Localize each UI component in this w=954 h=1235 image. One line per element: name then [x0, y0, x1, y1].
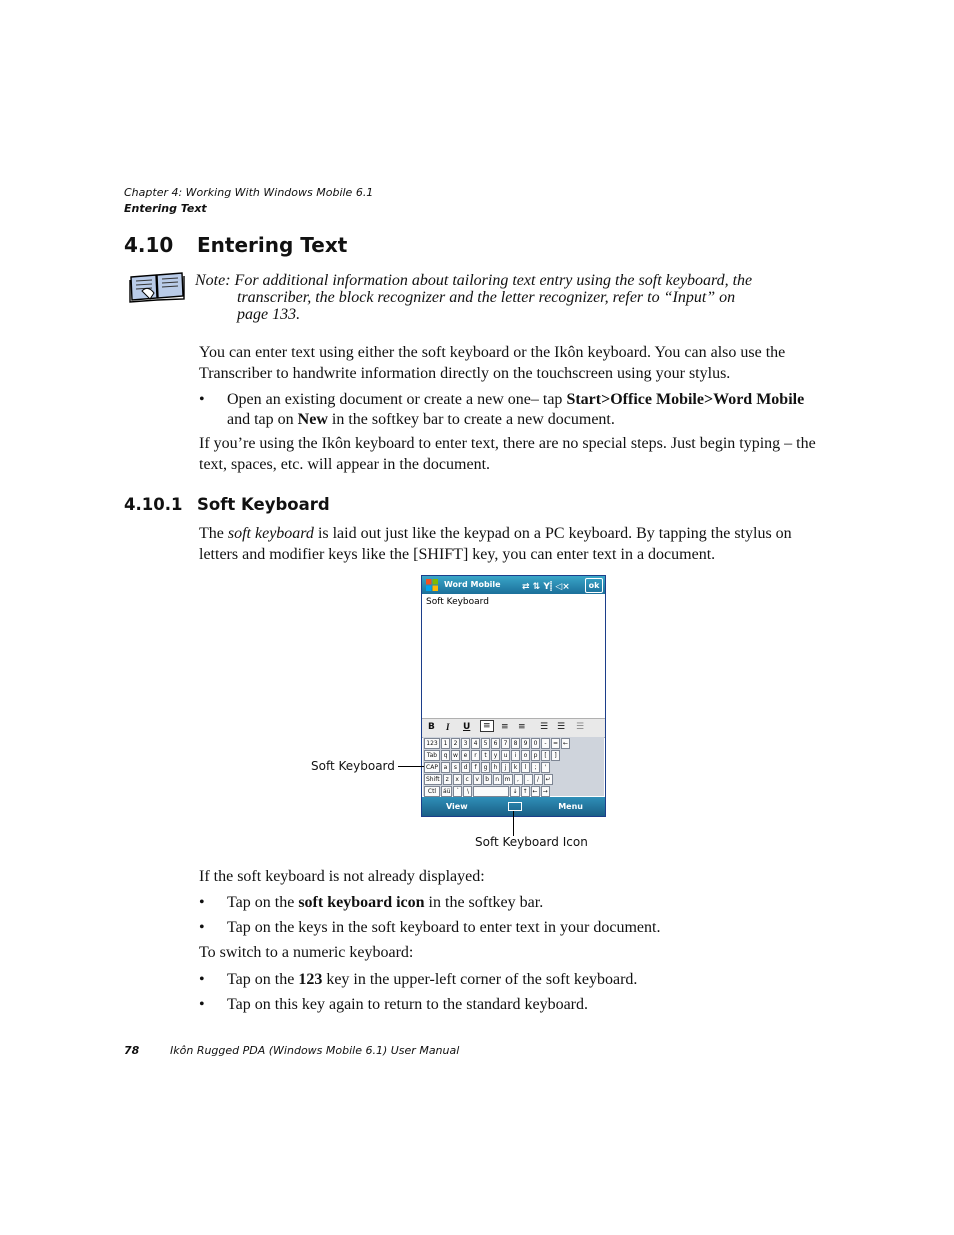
soft-key[interactable]: 9	[521, 738, 530, 749]
soft-key[interactable]: ]	[551, 750, 560, 761]
soft-key[interactable]: u	[501, 750, 510, 761]
bullet-tap-icon-text: Tap on the soft keyboard icon in the softkey bar.	[227, 894, 544, 911]
device-app-title: Word Mobile	[444, 580, 501, 589]
section-heading	[124, 233, 347, 257]
bullet-tap-again	[199, 995, 819, 1017]
intro-bullet-text: Open an existing document or create a new one– tap Start>Office Mobile>Word Mobile and tap on New in the softkey bar to create a new document.	[227, 391, 805, 428]
subsection-title: Soft Keyboard	[197, 495, 330, 514]
soft-key[interactable]: x	[453, 774, 462, 785]
soft-key[interactable]: n	[493, 774, 502, 785]
not-displayed-paragraph: If the soft keyboard is not already displayed:	[199, 868, 485, 885]
numbered-list-button[interactable]: ☰	[540, 722, 549, 732]
soft-key[interactable]: /	[534, 774, 543, 785]
soft-key[interactable]: CAP	[424, 762, 440, 773]
soft-key[interactable]: 7	[501, 738, 510, 749]
menu-softkey[interactable]: Menu	[558, 802, 583, 811]
device-title-bar	[422, 576, 605, 594]
soft-key[interactable]: 6	[491, 738, 500, 749]
book-icon	[128, 271, 186, 308]
numeric-keyboard-paragraph: To switch to a numeric keyboard:	[199, 944, 414, 961]
underline-button[interactable]: U	[463, 722, 471, 732]
align-left-button[interactable]: ≡	[480, 720, 494, 732]
soft-key[interactable]: a	[441, 762, 450, 773]
document-text: Soft Keyboard	[426, 597, 489, 607]
soft-key[interactable]: y	[491, 750, 500, 761]
callout-soft-keyboard: Soft Keyboard	[311, 759, 395, 773]
soft-key[interactable]: b	[483, 774, 492, 785]
callout-soft-keyboard-icon: Soft Keyboard Icon	[475, 835, 588, 849]
soft-key[interactable]: g	[481, 762, 490, 773]
section-title: Entering Text	[197, 233, 348, 257]
soft-key[interactable]: 3	[461, 738, 470, 749]
keyboard-row-qwerty	[424, 750, 560, 761]
soft-key[interactable]: \	[463, 786, 472, 797]
soft-key[interactable]: h	[491, 762, 500, 773]
align-center-button[interactable]: ≡	[501, 722, 509, 732]
section-number: 4.10	[124, 233, 174, 257]
soft-key[interactable]: q	[441, 750, 450, 761]
soft-key[interactable]: f	[471, 762, 480, 773]
indent-button[interactable]: ☰	[576, 722, 585, 732]
soft-key[interactable]: 2	[451, 738, 460, 749]
soft-key[interactable]: `	[453, 786, 462, 797]
windows-logo-icon	[426, 579, 438, 591]
ok-button[interactable]: ok	[585, 578, 603, 593]
soft-key[interactable]: .	[524, 774, 533, 785]
soft-key[interactable]: Shift	[426, 776, 440, 783]
soft-key[interactable]: 1	[441, 738, 450, 749]
soft-key[interactable]: o	[521, 750, 530, 761]
soft-key[interactable]: ↵	[545, 776, 551, 783]
status-icons: ⇄ ⇅ Y⸽ ◁×	[522, 582, 570, 592]
bullet-tap-icon	[199, 893, 819, 915]
soft-key[interactable]: l	[521, 762, 530, 773]
soft-key[interactable]: ,	[514, 774, 523, 785]
soft-key[interactable]: 4	[471, 738, 480, 749]
bullet-tap-123	[199, 970, 819, 992]
soft-key[interactable]: t	[481, 750, 490, 761]
soft-key[interactable]: '	[541, 762, 550, 773]
note-line-2: transcriber, the block recognizer and the letter recognizer, refer to “Input” on	[237, 289, 736, 306]
bullet-dot: •	[199, 996, 205, 1013]
note	[195, 272, 795, 323]
soft-key[interactable]: =	[553, 740, 559, 747]
align-right-button[interactable]: ≡	[518, 722, 526, 732]
soft-key[interactable]: z	[443, 774, 452, 785]
soft-key[interactable]: →	[542, 788, 548, 795]
soft-key[interactable]: d	[461, 762, 470, 773]
soft-key[interactable]: w	[451, 750, 460, 761]
soft-key[interactable]: Tab	[424, 750, 440, 761]
subsection-heading	[124, 495, 330, 514]
note-line-3: page 133.	[237, 306, 301, 323]
ikon-keyboard-paragraph: If you’re using the Ikôn keyboard to enter text, there are no special steps. Just begin typing – the text, spaces, etc. will appear in the document.	[199, 435, 816, 473]
bullet-dot: •	[199, 919, 205, 936]
italic-button[interactable]: I	[446, 722, 450, 732]
bold-button[interactable]: B	[428, 722, 435, 732]
chapter-header: Chapter 4: Working With Windows Mobile 6.1	[124, 186, 374, 199]
soft-key[interactable]: s	[451, 762, 460, 773]
soft-key[interactable]: v	[473, 774, 482, 785]
format-toolbar	[422, 718, 605, 738]
keyboard-row-home	[424, 762, 550, 773]
bulleted-list-button[interactable]: ☰	[557, 722, 566, 732]
subsection-number: 4.10.1	[124, 495, 183, 514]
intro-bullet	[199, 390, 819, 432]
bullet-tap-keys-text: Tap on the keys in the soft keyboard to enter text in your document.	[227, 919, 661, 936]
soft-key[interactable]: áü	[443, 788, 451, 795]
device-screenshot	[421, 575, 606, 817]
soft-keyboard	[423, 737, 604, 796]
soft-key[interactable]: k	[511, 762, 520, 773]
soft-key[interactable]: j	[501, 762, 510, 773]
soft-key[interactable]: i	[511, 750, 520, 761]
keyboard-row-numbers	[424, 738, 570, 749]
bullet-tap-123-text: Tap on the 123 key in the upper-left corner of the soft keyboard.	[227, 971, 638, 988]
bullet-dot: •	[199, 391, 205, 408]
soft-key[interactable]: [	[541, 750, 550, 761]
soft-keyboard-paragraph: The soft keyboard is laid out just like the keypad on a PC keyboard. By tapping the stylus on letters and modifier keys like the [SHIFT] key, you can enter text in a document.	[199, 525, 792, 563]
soft-key[interactable]: m	[504, 776, 511, 783]
view-softkey[interactable]: View	[446, 802, 468, 811]
soft-key[interactable]: e	[461, 750, 470, 761]
soft-key[interactable]: 0	[531, 738, 540, 749]
bullet-dot: •	[199, 971, 205, 988]
soft-key[interactable]: ;	[531, 762, 540, 773]
bullet-tap-again-text: Tap on this key again to return to the standard keyboard.	[227, 996, 588, 1013]
manual-title: Ikôn Rugged PDA (Windows Mobile 6.1) User Manual	[170, 1044, 460, 1057]
soft-key[interactable]: ←	[532, 788, 538, 795]
bullet-dot: •	[199, 894, 205, 911]
intro-paragraph: You can enter text using either the soft keyboard or the Ikôn keyboard. You can also use the Transcriber to handwrite information directly on the touchscreen using your stylus.	[199, 344, 786, 382]
soft-keyboard-icon[interactable]	[508, 802, 522, 811]
soft-key[interactable]: 5	[481, 738, 490, 749]
bullet-tap-keys	[199, 918, 819, 940]
soft-key[interactable]: Ctl	[424, 786, 440, 797]
soft-key[interactable]: 8	[511, 738, 520, 749]
keyboard-row-bottom	[424, 786, 550, 797]
soft-key[interactable]: r	[471, 750, 480, 761]
section-header: Entering Text	[124, 202, 207, 215]
soft-key[interactable]: ←	[563, 740, 569, 747]
soft-key[interactable]: -	[541, 738, 550, 749]
callout-line-icon	[513, 811, 514, 836]
space-key[interactable]	[473, 786, 509, 797]
soft-key[interactable]: p	[531, 750, 540, 761]
callout-line-keyboard	[398, 766, 424, 767]
keyboard-row-shift	[424, 774, 553, 785]
soft-key[interactable]: ↓	[512, 788, 518, 795]
soft-key[interactable]: c	[463, 774, 472, 785]
note-line-1: Note: For additional information about tailoring text entry using the soft keyboard, the	[195, 272, 753, 289]
soft-key[interactable]: ↑	[522, 788, 528, 795]
page-number: 78	[124, 1044, 140, 1057]
soft-key[interactable]: 123	[424, 738, 440, 749]
